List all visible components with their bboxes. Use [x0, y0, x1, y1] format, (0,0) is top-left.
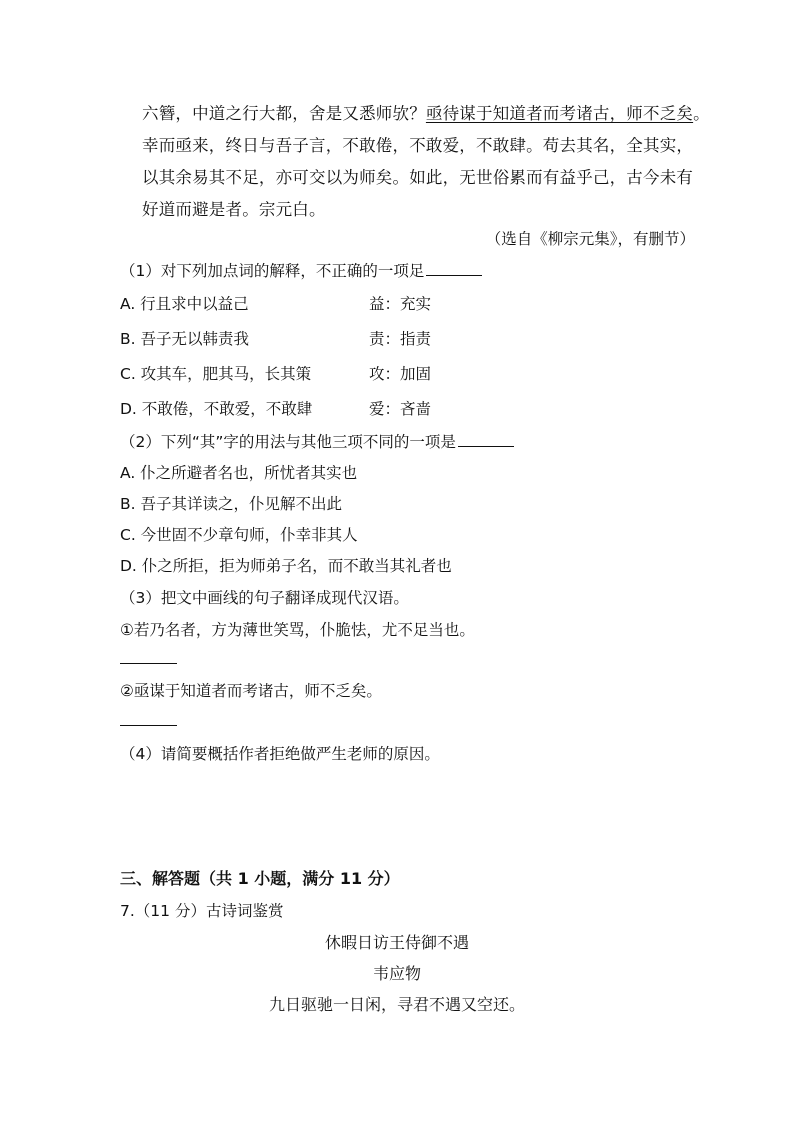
- q3-stem: （3）把文中画线的句子翻译成现代汉语。: [120, 589, 409, 607]
- passage-line-3: 以其余易其不足，亦可交以为师矣。如此，无世俗累而有益乎己，古今未有: [142, 168, 694, 187]
- q1-option-a-gloss: 益：充实: [369, 295, 432, 313]
- passage-text: 六簪，中道之行大都，舍是又悉师欤？: [142, 104, 426, 123]
- q1-option-d-gloss: 爱：吝啬: [369, 400, 432, 418]
- q3-answer-line-1[interactable]: [120, 663, 177, 664]
- poem-title: 休暇日访王侍御不遇: [324, 933, 469, 952]
- q7-stem: 7.（11 分）古诗词鉴赏: [120, 902, 284, 920]
- q4-stem: （4）请简要概括作者拒绝做严生老师的原因。: [120, 745, 440, 763]
- q1-option-b-gloss: 责：指责: [369, 330, 432, 348]
- q2-option-a: A. 仆之所避者名也，所忧者其实也: [120, 464, 358, 482]
- q2-stem-text: （2）下列“其”字的用法与其他三项不同的一项是: [120, 433, 456, 451]
- poem-author: 韦应物: [372, 964, 421, 983]
- q1-option-d: D. 不敢倦，不敢爱，不敢肆: [120, 400, 313, 418]
- q2-option-b: B. 吾子其详读之，仆见解不出此: [120, 495, 342, 513]
- q3-item-2: ②亟谋于知道者而考诸古，师不乏矣。: [120, 682, 382, 700]
- answer-blank[interactable]: [458, 445, 514, 447]
- q2-stem: [120, 430, 514, 452]
- q1-option-b: B. 吾子无以韩责我: [120, 330, 249, 348]
- q1-stem-text: （1）对下列加点词的解释，不正确的一项足: [120, 262, 425, 280]
- q1-option-c-gloss: 攻：加固: [369, 365, 432, 383]
- q3-answer-line-2[interactable]: [120, 725, 177, 726]
- passage-text: 。: [693, 104, 710, 123]
- q1-stem: [120, 259, 482, 281]
- passage-line-2: 幸而亟来，终日与吾子言，不敢倦，不敢爱，不敢肆。苟去其名，全其实，: [142, 136, 694, 155]
- q1-option-a: A. 行且求中以益己: [120, 295, 249, 313]
- poem-line-1: 九日驱驰一日闲，寻君不遇又空还。: [268, 995, 525, 1014]
- passage-line-4: 好道而避是者。宗元白。: [142, 200, 326, 219]
- underlined-sentence: 亟待谋于知道者而考诸古，师不乏矣: [425, 104, 694, 123]
- q3-item-1: ①若乃名者，方为薄世笑骂，仆脆怯，尤不足当也。: [120, 621, 475, 639]
- section-heading: 三、解答题（共 1 小题，满分 11 分）: [120, 869, 400, 888]
- q2-option-d: D. 仆之所拒，拒为师弟子名，而不敢当其礼者也: [120, 557, 452, 575]
- q1-option-c: C. 攻其车，肥其马，长其策: [120, 365, 312, 383]
- passage-source: （选自《柳宗元集》，有删节）: [485, 230, 695, 248]
- answer-blank[interactable]: [426, 274, 482, 276]
- q2-option-c: C. 今世固不少章句师，仆幸非其人: [120, 526, 358, 544]
- passage-line-1: [142, 100, 710, 124]
